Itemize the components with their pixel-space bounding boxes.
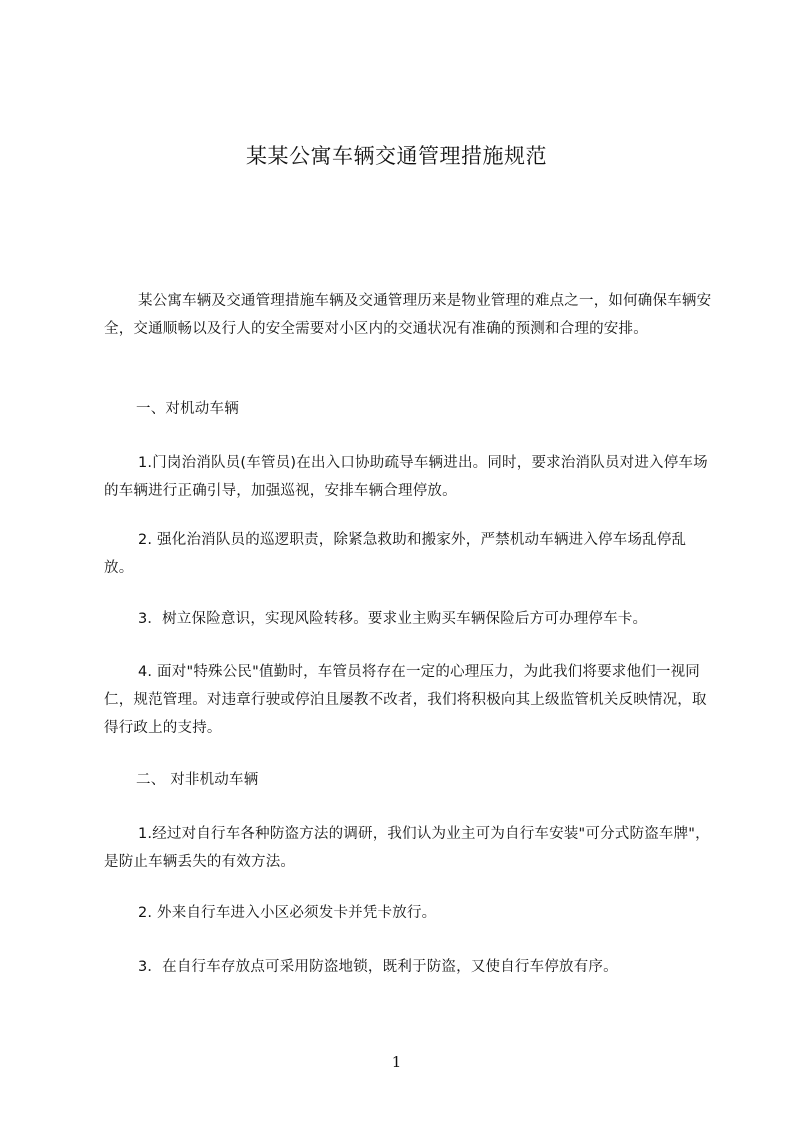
motor-vehicle-item-3: 3．树立保险意识，实现风险转移。要求业主购买车辆保险后方可办理停车卡。 xyxy=(138,611,648,627)
non-motor-vehicle-item-3: 3．在自行车存放点可采用防盗地锁，既利于防盗，又使自行车停放有序。 xyxy=(138,959,618,975)
section-heading-non-motor-vehicles: 二、 对非机动车辆 xyxy=(136,772,259,788)
non-motor-vehicle-item-1: 1.经过对自行车各种防盗方法的调研，我们认为业主可为自行车安装"可分式防盗车牌"，是防止车辆丢失的有效方法。 xyxy=(104,826,710,870)
motor-vehicle-item-1: 1.门岗治消队员(车管员)在出入口协助疏导车辆进出。同时，要求治消队员对进入停车场的车辆进行正确引导，加强巡视，安排车辆合理停放。 xyxy=(104,455,708,499)
intro-paragraph: 某公寓车辆及交通管理措施车辆及交通管理历来是物业管理的难点之一，如何确保车辆安全，交通顺畅以及行人的安全需要对小区内的交通状况有准确的预测和合理的安排。 xyxy=(104,293,712,337)
section-heading-motor-vehicles: 一、对机动车辆 xyxy=(136,401,239,417)
document-title: 某某公寓车辆交通管理措施规范 xyxy=(246,144,547,168)
motor-vehicle-item-2: 2. 强化治消队员的巡逻职责，除紧急救助和搬家外，严禁机动车辆进入停车场乱停乱放。 xyxy=(104,532,687,576)
page-number: 1 xyxy=(391,1053,402,1071)
non-motor-vehicle-item-2: 2. 外来自行车进入小区必须发卡并凭卡放行。 xyxy=(138,905,437,921)
motor-vehicle-item-4: 4. 面对"特殊公民"值勤时，车管员将存在一定的心理压力，为此我们将要求他们一视同仁，规范管理。对违章行驶或停泊且屡教不改者，我们将积极向其上级监管机关反映情况，取得行政上的支持。 xyxy=(104,664,707,736)
